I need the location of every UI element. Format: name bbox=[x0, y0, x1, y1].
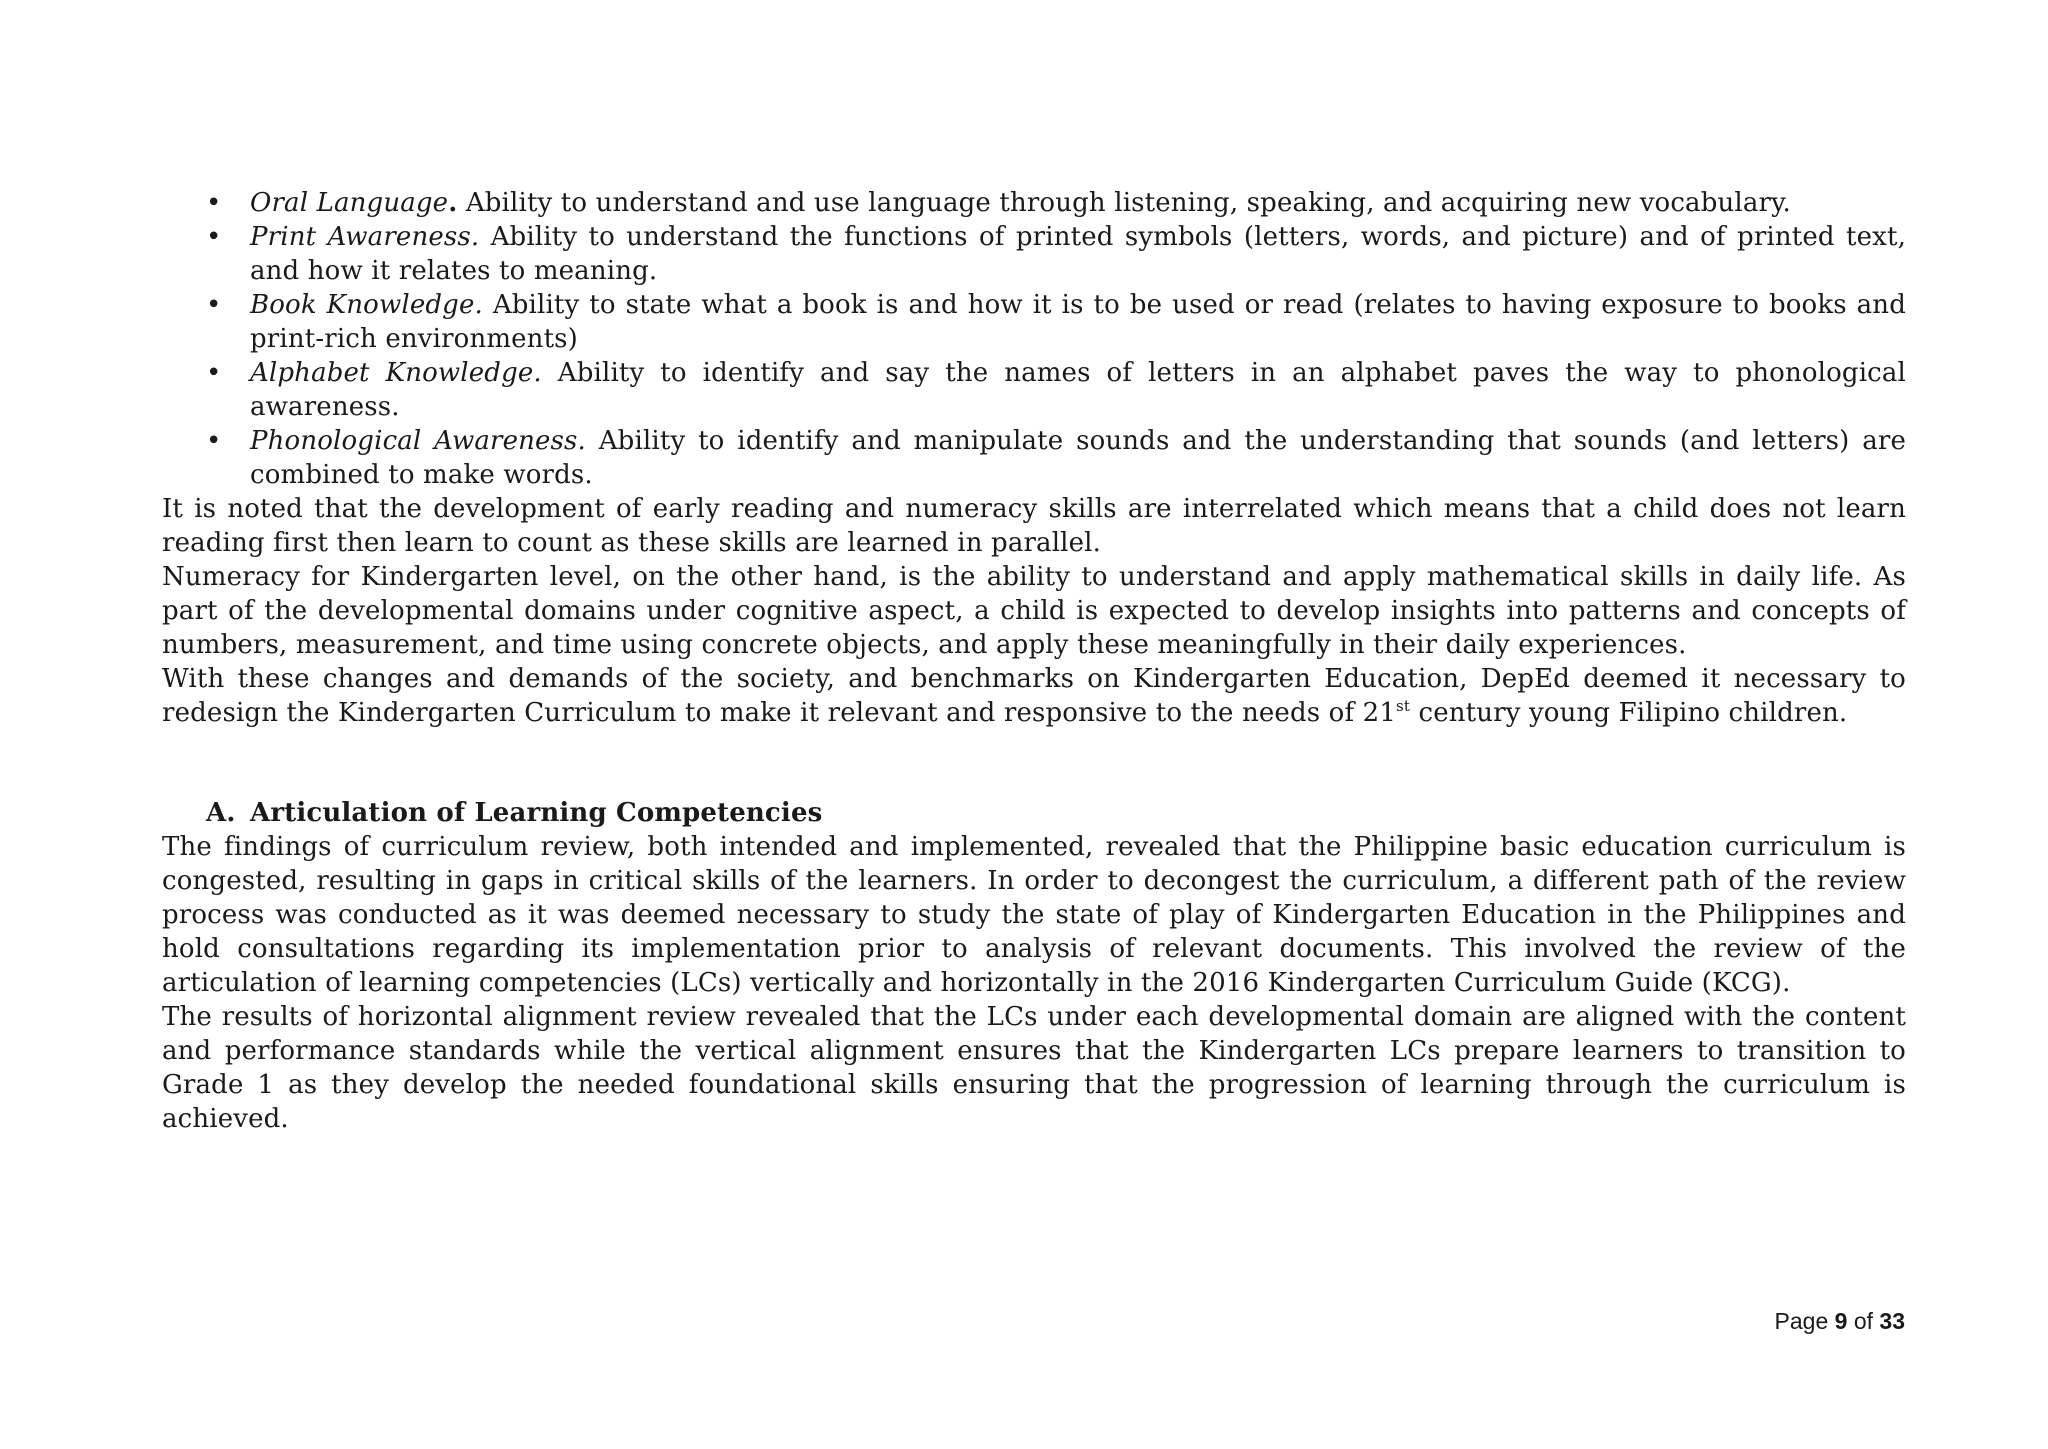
list-item bbox=[206, 186, 1906, 220]
bullet-icon: • bbox=[206, 290, 222, 320]
list-item bbox=[206, 288, 1906, 356]
bullet-text: Ability to understand the functions of printed symbols (letters, words, and picture) and of printed text, and how it relates to meaning. bbox=[250, 222, 1906, 286]
bullet-term: Book Knowledge. bbox=[250, 290, 483, 320]
section-title: Articulation of Learning Competencies bbox=[250, 798, 823, 828]
paragraph-text: century young Filipino children. bbox=[1410, 698, 1848, 728]
paragraph-curriculum-redesign bbox=[162, 662, 1906, 730]
section-letter: A. bbox=[206, 798, 236, 828]
list-item bbox=[206, 220, 1906, 288]
page-number bbox=[1775, 1308, 1905, 1335]
bullet-term-period: . bbox=[448, 188, 458, 218]
bullet-icon: • bbox=[206, 426, 222, 456]
bullet-icon: • bbox=[206, 188, 222, 218]
bullet-term: Oral Language bbox=[250, 188, 449, 218]
skills-bullet-list bbox=[162, 186, 1906, 492]
document-body bbox=[162, 186, 1906, 1136]
bullet-text: Ability to identify and say the names of letters in an alphabet paves the way to phonological awareness. bbox=[250, 358, 1906, 422]
bullet-icon: • bbox=[206, 222, 222, 252]
paragraph-reading-numeracy: It is noted that the development of early reading and numeracy skills are interrelated which means that a child does not learn reading first then learn to count as these skills are learned in parallel. bbox=[162, 494, 1906, 558]
paragraph-numeracy-definition: Numeracy for Kindergarten level, on the other hand, is the ability to understand and apply mathematical skills in daily life. As part of the developmental domains under cognitive aspect, a child is expected to develop insights into patterns and concepts of numbers, measurement, and time using concrete objects, and apply these meaningfully in their daily experiences. bbox=[162, 562, 1906, 660]
list-item bbox=[206, 424, 1906, 492]
bullet-term: Phonological Awareness. bbox=[250, 426, 586, 456]
list-item bbox=[206, 356, 1906, 424]
ordinal-suffix: st bbox=[1396, 697, 1411, 715]
paragraph-alignment-review: The results of horizontal alignment review revealed that the LCs under each developmental domain are aligned with the content and performance standards while the vertical alignment ensures that the Kindergarten LCs prepare learners to transition to Grade 1 as they develop the needed foundational skills ensuring that the progression of learning through the curriculum is achieved. bbox=[162, 1002, 1906, 1134]
page-prefix: Page bbox=[1774, 1308, 1835, 1334]
bullet-icon: • bbox=[206, 358, 222, 388]
bullet-term: Print Awareness. bbox=[250, 222, 480, 252]
page-total: 33 bbox=[1879, 1308, 1905, 1334]
paragraph-text: With these changes and demands of the society, and benchmarks on Kindergarten Education, DepEd deemed it necessary to redesign the Kindergarten Curriculum to make it relevant and responsive to the needs of 21 bbox=[162, 664, 1906, 728]
page-current: 9 bbox=[1834, 1308, 1848, 1334]
section-heading bbox=[206, 796, 1906, 830]
page-mid: of bbox=[1847, 1308, 1880, 1334]
bullet-text: Ability to state what a book is and how it is to be used or read (relates to having exposure to books and print-rich environments) bbox=[250, 290, 1906, 354]
bullet-text: Ability to identify and manipulate sounds and the understanding that sounds (and letters) are combined to make words. bbox=[250, 426, 1906, 490]
paragraph-curriculum-review: The findings of curriculum review, both intended and implemented, revealed that the Philippine basic education curriculum is congested, resulting in gaps in critical skills of the learners. In order to decongest the curriculum, a different path of the review process was conducted as it was deemed necessary to study the state of play of Kindergarten Education in the Philippines and hold consultations regarding its implementation prior to analysis of relevant documents. This involved the review of the articulation of learning competencies (LCs) vertically and horizontally in the 2016 Kindergarten Curriculum Guide (KCG). bbox=[162, 832, 1906, 998]
bullet-term: Alphabet Knowledge. bbox=[250, 358, 542, 388]
bullet-text: Ability to understand and use language through listening, speaking, and acquiring new vocabulary. bbox=[457, 188, 1791, 218]
